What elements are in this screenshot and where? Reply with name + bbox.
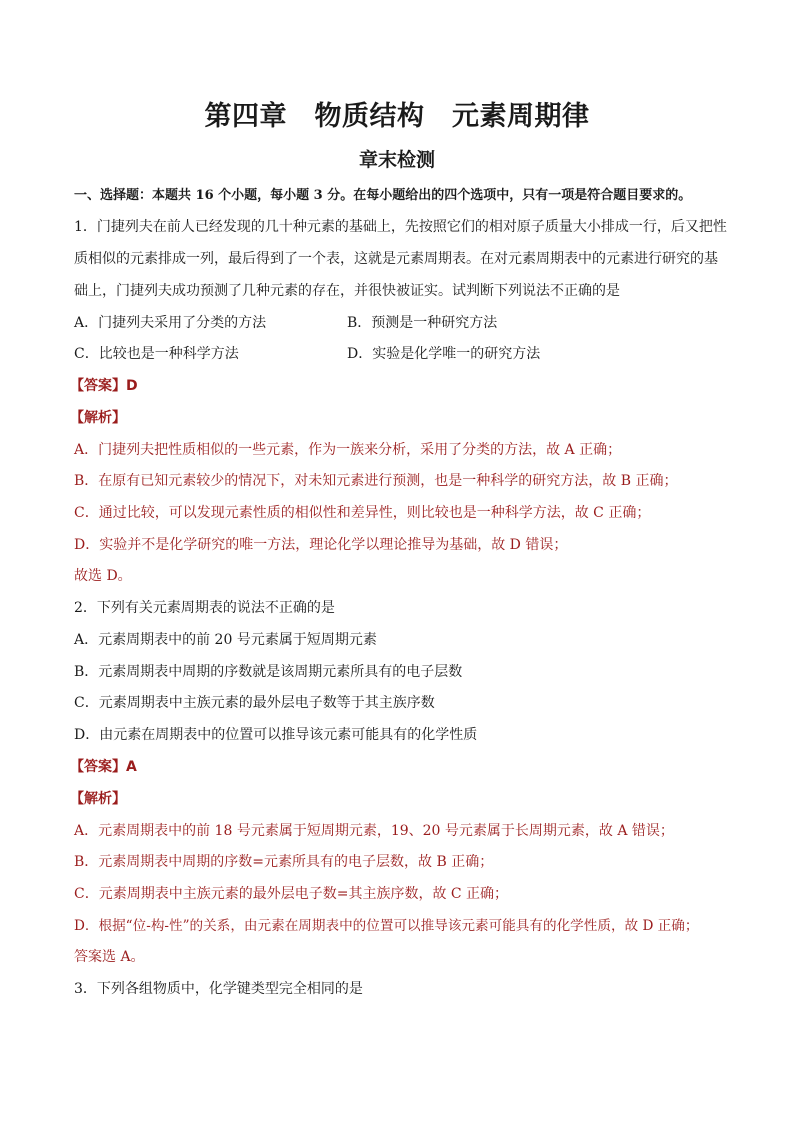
q2-analysis-a: A．元素周期表中的前 18 号元素属于短周期元素，19、20 号元素属于长周期元素，故 A 错误； — [74, 823, 674, 839]
q1-analysis-label: 【解析】 — [70, 410, 126, 426]
q1-analysis-a: A．门捷列夫把性质相似的一些元素，作为一族来分析，采用了分类的方法，故 A 正确； — [74, 442, 622, 458]
q1-analysis-c: C．通过比较，可以发现元素性质的相似性和差异性，则比较也是一种科学方法，故 C 正确； — [74, 505, 651, 521]
q1-option-b: B．预测是一种研究方法 — [347, 315, 498, 331]
q1-stem-line-3: 础上，门捷列夫成功预测了几种元素的存在，并很快被证实。试判断下列说法不正确的是 — [74, 283, 620, 299]
q1-analysis-d: D．实验并不是化学研究的唯一方法，理论化学以理论推导为基础，故 D 错误； — [74, 537, 568, 553]
q1-stem-line-1: 1．门捷列夫在前人已经发现的几十种元素的基础上，先按照它们的相对原子质量大小排成一行，后又把性 — [74, 219, 727, 235]
q2-option-a: A．元素周期表中的前 20 号元素属于短周期元素 — [74, 632, 377, 648]
q2-conclusion: 答案选 A。 — [74, 949, 145, 965]
q1-option-c: C．比较也是一种科学方法 — [74, 346, 239, 362]
q2-answer: 【答案】A — [70, 759, 137, 775]
q1-analysis-b: B．在原有已知元素较少的情况下，对未知元素进行预测，也是一种科学的研究方法，故 B 正确； — [74, 473, 678, 489]
q2-stem: 2．下列有关元素周期表的说法不正确的是 — [74, 600, 335, 616]
q2-analysis-c: C．元素周期表中主族元素的最外层电子数=其主族序数，故 C 正确； — [74, 886, 509, 902]
q2-analysis-b: B．元素周期表中周期的序数=元素所具有的电子层数，故 B 正确； — [74, 854, 494, 870]
q2-analysis-d: D．根据“位-构-性”的关系，由元素在周期表中的位置可以推导该元素可能具有的化学性质，故 D 正确； — [74, 918, 699, 934]
q1-option-a: A．门捷列夫采用了分类的方法 — [74, 315, 267, 331]
q2-analysis-label: 【解析】 — [70, 791, 126, 807]
q3-stem: 3．下列各组物质中，化学键类型完全相同的是 — [74, 981, 363, 997]
q2-option-c: C．元素周期表中主族元素的最外层电子数等于其主族序数 — [74, 695, 435, 711]
q2-option-d: D．由元素在周期表中的位置可以推导该元素可能具有的化学性质 — [74, 727, 478, 743]
q1-conclusion: 故选 D。 — [74, 568, 132, 584]
q1-option-d: D．实验是化学唯一的研究方法 — [347, 346, 541, 362]
q2-option-b: B．元素周期表中周期的序数就是该周期元素所具有的电子层数 — [74, 664, 463, 680]
q1-answer: 【答案】D — [70, 378, 138, 394]
chapter-subtitle: 章末检测 — [358, 149, 435, 171]
section-header: 一、选择题：本题共 16 个小题，每小题 3 分。在每小题给出的四个选项中，只有一项是符合题目要求的。 — [74, 188, 692, 203]
chapter-title: 第四章 物质结构 元素周期律 — [204, 101, 590, 132]
q1-stem-line-2: 质相似的元素排成一列，最后得到了一个表，这就是元素周期表。在对元素周期表中的元素进行研究的基 — [74, 251, 718, 267]
